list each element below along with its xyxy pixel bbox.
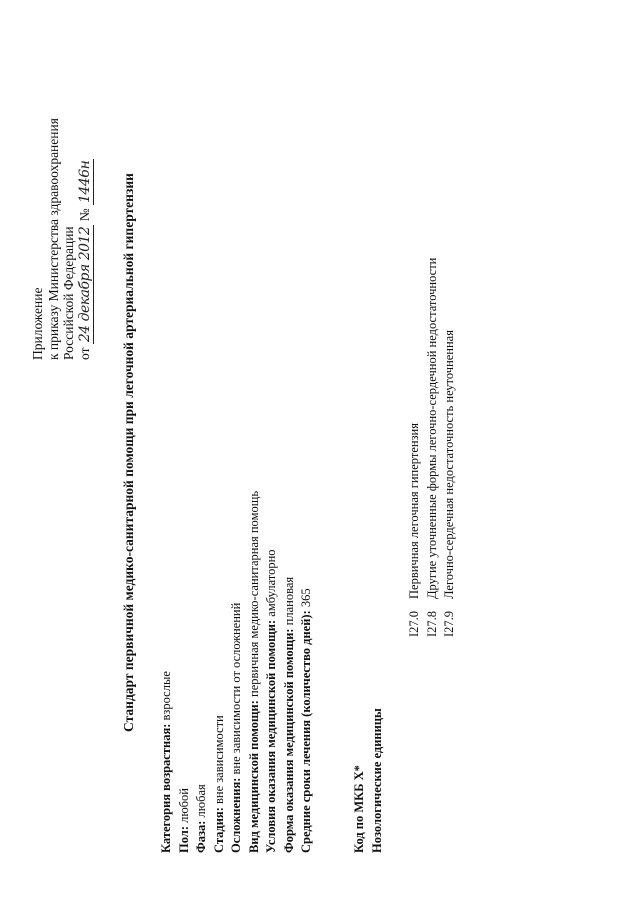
param-care-type bbox=[246, 491, 264, 853]
icd-name: Легочно-сердечная недостаточность неуточненная bbox=[442, 330, 456, 599]
param-complications bbox=[228, 491, 246, 853]
param-label: Вид медицинской помощи: bbox=[246, 700, 261, 853]
nosological-units-label: Нозологические единицы bbox=[369, 708, 384, 853]
icd-name: Другие уточненные формы легочно-сердечной недостаточности bbox=[424, 257, 439, 599]
param-value: плановая bbox=[281, 576, 296, 629]
handwritten-number: 1446н bbox=[76, 160, 93, 203]
icd-code-row bbox=[406, 258, 424, 637]
param-value: амбулаторно bbox=[264, 549, 278, 620]
handwritten-date: 24 декабря 2012 bbox=[76, 226, 93, 343]
param-value: любой bbox=[176, 788, 191, 827]
param-care-form bbox=[281, 491, 299, 853]
appendix-federation-line: Российской Федерации bbox=[61, 226, 76, 360]
icd-code-row bbox=[424, 258, 442, 637]
param-sex bbox=[176, 491, 194, 853]
param-value: вне зависимости bbox=[211, 715, 226, 808]
appendix-header bbox=[30, 118, 93, 360]
appendix-order-line: к приказу Министерства здравоохранения bbox=[45, 118, 61, 360]
icd-code-label: Код по МКБ X* bbox=[352, 765, 366, 853]
param-phase bbox=[193, 491, 211, 853]
icd-heading bbox=[351, 708, 386, 853]
standard-parameters bbox=[158, 491, 316, 853]
from-label: от bbox=[76, 347, 92, 360]
icd-code: I27.9 bbox=[442, 610, 456, 637]
param-label: Условия оказания медицинской помощи: bbox=[264, 619, 278, 853]
appendix-date-number-line bbox=[77, 118, 94, 360]
document-title: Стандарт первичной медико-санитарной помощи при легочной артериальной гипертензии bbox=[121, 173, 136, 732]
param-label: Осложнения: bbox=[229, 777, 243, 853]
param-value: вне зависимости от осложнений bbox=[229, 602, 243, 778]
param-label: Форма оказания медицинской помощи: bbox=[281, 628, 296, 853]
param-label: Пол: bbox=[176, 826, 191, 853]
icd-code: I27.0 bbox=[407, 610, 421, 637]
icd-code: I27.8 bbox=[424, 610, 439, 637]
param-stage bbox=[211, 491, 229, 853]
param-age-category bbox=[158, 491, 176, 853]
param-care-conditions bbox=[263, 491, 281, 853]
param-treatment-duration bbox=[298, 491, 316, 853]
icd-code-row bbox=[441, 258, 459, 637]
param-value: 365 bbox=[299, 588, 313, 611]
param-label: Фаза: bbox=[194, 820, 208, 853]
appendix-title: Приложение bbox=[30, 287, 45, 360]
icd-code-list bbox=[406, 258, 459, 637]
param-label: Категория возрастная: bbox=[159, 723, 173, 853]
icd-name: Первичная легочная гипертензия bbox=[407, 423, 421, 599]
param-value: взрослые bbox=[159, 671, 173, 724]
param-label: Стадия: bbox=[211, 807, 226, 853]
param-value: любая bbox=[194, 784, 208, 821]
param-value: первичная медико-санитарная помощь bbox=[246, 490, 261, 701]
number-label: № bbox=[76, 208, 92, 222]
param-label: Средние сроки лечения (количество дней): bbox=[299, 610, 313, 853]
